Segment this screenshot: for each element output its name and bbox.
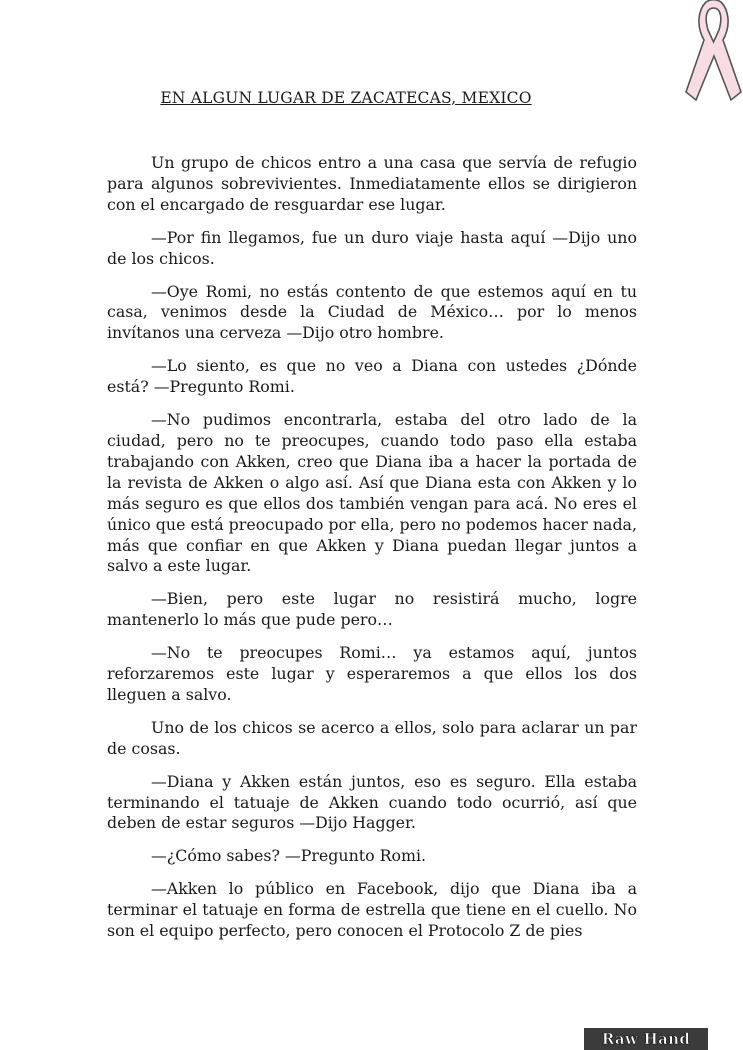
paragraph: —No te preocupes Romi… ya estamos aquí, juntos reforzaremos este lugar y esperaremos a que ellos los dos lleguen a salvo. [107,643,637,704]
paragraph: —Diana y Akken están juntos, eso es seguro. Ella estaba terminando el tatuaje de Akken cuando todo ocurrió, así que deben de estar seguros —Dijo Hagger. [107,771,637,833]
paragraph: —No pudimos encontrarla, estaba del otro lado de la ciudad, pero no te preocupes, cuando todo paso ella estaba trabajando con Akken, creo que Diana iba a hacer la portada de la revista de Akken o algo así. Así que Diana esta con Akken y lo más seguro es que ellos dos también vengan para acá. No eres el único que está preocupado por ella, pero no podemos hacer nada, más que confiar en que Akken y Diana puedan llegar juntos a salvo a este lugar. [107,410,637,576]
watermark-badge [584,1028,708,1050]
watermark-label: Raw Hand [601,1030,691,1048]
paragraph: —¿Cómo sabes? —Pregunto Romi. [151,846,427,866]
paragraph: —Akken lo público en Facebook, dijo que Diana iba a terminar el tatuaje en forma de estrella que tiene en el cuello. No son el equipo perfecto, pero conocen el Protocolo Z de pies [107,879,637,941]
page-heading: EN ALGUN LUGAR DE ZACATECAS, MEXICO [160,89,532,107]
paragraph: Uno de los chicos se acerco a ellos, solo para aclarar un par de cosas. [107,717,637,758]
story-body [107,153,637,942]
awareness-ribbon-icon [684,0,743,104]
paragraph: —Por fin llegamos, fue un duro viaje hasta aquí —Dijo uno de los chicos. [107,227,637,268]
paragraph: —Lo siento, es que no veo a Diana con ustedes ¿Dónde está? —Pregunto Romi. [107,356,637,397]
paragraph: —Oye Romi, no estás contento de que estemos aquí en tu casa, venimos desde la Ciudad de México… por lo menos invítanos una cerveza —Dijo otro hombre. [107,281,637,343]
paragraph: Un grupo de chicos entro a una casa que servía de refugio para algunos sobrevivientes. Inmediatamente ellos se dirigieron con el encargado de resguardar ese lugar. [107,153,637,214]
paragraph: —Bien, pero este lugar no resistirá mucho, logre mantenerlo lo más que pude pero… [107,589,637,630]
